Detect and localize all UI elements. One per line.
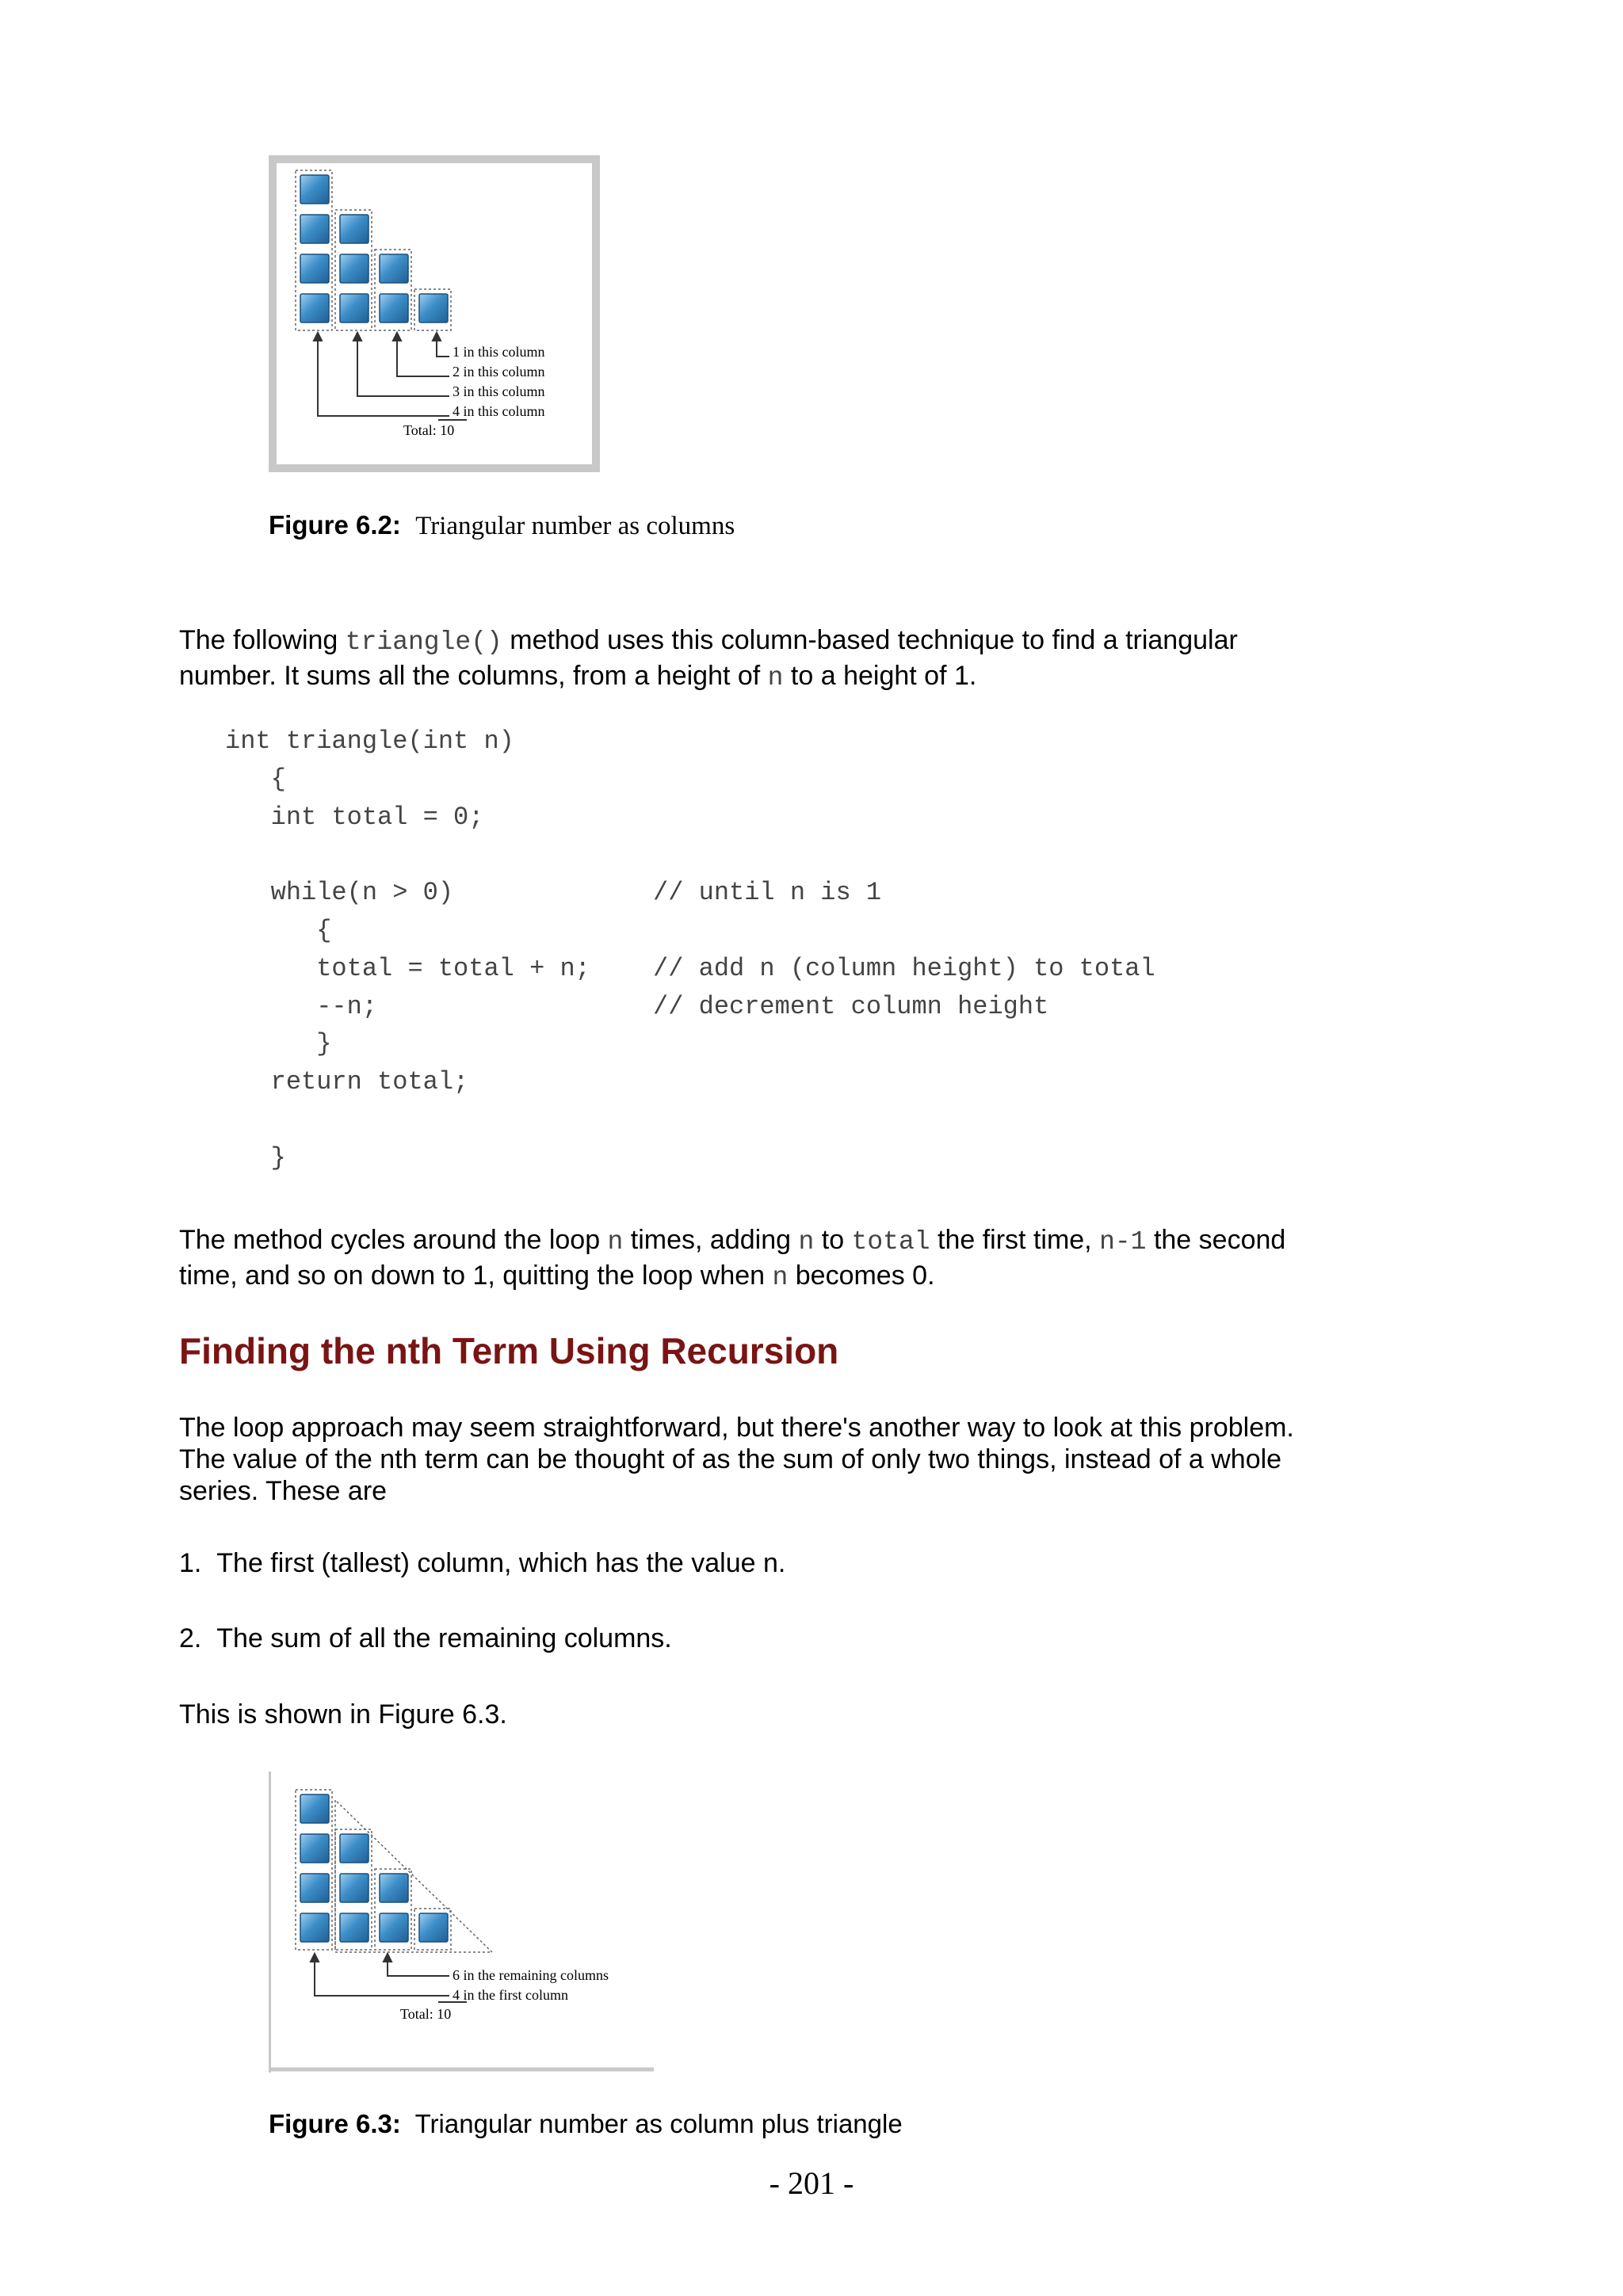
- caption-number: Figure 6.2:: [269, 510, 401, 540]
- code-line: [225, 803, 483, 832]
- paragraph-intro: [179, 624, 1304, 695]
- code-comment: // add n (column height) to total: [653, 953, 1155, 983]
- figure-6-3-label: 6 in the remaining columns: [453, 1967, 609, 1983]
- code-line: [225, 991, 1049, 1021]
- text: to: [814, 1225, 852, 1255]
- text: the first time,: [930, 1225, 1100, 1255]
- text: the second time, and so on down to 1, quitting the loop when: [179, 1225, 1286, 1291]
- figure-6-3-block: [340, 1834, 369, 1863]
- list-number: 2.: [179, 1623, 202, 1653]
- list-text: The sum of all the remaining columns.: [216, 1623, 672, 1653]
- figure-6-2-diagram: [269, 155, 600, 472]
- code-line: [225, 878, 882, 908]
- code-text: }: [225, 1029, 332, 1059]
- figure-6-2-block: [340, 215, 369, 243]
- figure-6-3-block: [340, 1874, 369, 1902]
- code-text: --n;: [225, 991, 378, 1021]
- code-text: }: [225, 1142, 286, 1173]
- code-text: int triangle(int n): [225, 727, 514, 756]
- figure-6-3: [269, 1772, 654, 2073]
- figure-6-2-block: [300, 175, 329, 204]
- code-line: [225, 953, 1155, 983]
- text: The method cycles around the loop: [179, 1225, 608, 1255]
- figure-6-3-caption: [269, 2109, 903, 2139]
- figure-6-2-label: 2 in this column: [453, 364, 545, 379]
- figure-6-2-block: [340, 254, 369, 283]
- caption-number: Figure 6.3:: [269, 2109, 401, 2138]
- figure-6-2-block: [419, 294, 448, 322]
- code-line: [225, 1029, 331, 1058]
- inline-code: n: [767, 663, 784, 692]
- figure-6-2-block: [380, 294, 408, 322]
- code-text: return total;: [225, 1067, 469, 1097]
- caption-text: Triangular number as column plus triangle: [414, 2109, 903, 2138]
- caption-text: Triangular number as columns: [415, 512, 735, 540]
- figure-6-2-block: [300, 294, 329, 322]
- text: The following: [179, 625, 346, 655]
- code-comment: // decrement column height: [653, 991, 1049, 1021]
- figure-6-2-label: 1 in this column: [453, 344, 545, 360]
- inline-code: n: [607, 1227, 624, 1257]
- section-heading: Finding the nth Term Using Recursion: [179, 1330, 839, 1371]
- code-line: [225, 1143, 286, 1173]
- figure-6-3-total: Total: 10: [400, 2006, 452, 2022]
- figure-6-3-block: [300, 1913, 329, 1942]
- figure-6-3-block: [380, 1874, 408, 1902]
- inline-code: triangle(): [345, 627, 502, 657]
- figure-6-3-block: [300, 1834, 329, 1863]
- list-number: 1.: [179, 1548, 202, 1578]
- figure-6-2: [269, 155, 600, 472]
- list-item: [179, 1622, 1304, 1655]
- paragraph-figure-ref: This is shown in Figure 6.3.: [179, 1699, 507, 1730]
- figure-6-2-block: [380, 254, 408, 283]
- figure-6-2-block: [300, 254, 329, 283]
- figure-6-3-block: [419, 1913, 448, 1942]
- code-line: [225, 765, 286, 794]
- code-line: [225, 1067, 468, 1097]
- figure-6-3-block: [380, 1913, 408, 1942]
- figure-6-3-block: [300, 1874, 329, 1902]
- figure-6-2-total: Total: 10: [403, 422, 455, 438]
- code-line: [225, 727, 514, 756]
- figure-6-3-diagram: [269, 1772, 654, 2073]
- code-text: {: [225, 764, 286, 794]
- figure-6-3-label: 4 in the first column: [453, 1987, 568, 2003]
- code-text: {: [225, 916, 332, 945]
- code-line: [225, 916, 331, 945]
- figure-6-2-block: [300, 215, 329, 243]
- list-text: The first (tallest) column, which has the value n.: [216, 1548, 786, 1578]
- text: becomes 0.: [788, 1261, 935, 1291]
- page-number: - 201 -: [769, 2165, 854, 2201]
- code-text: total = total + n;: [225, 953, 590, 983]
- figure-6-2-label: 4 in this column: [453, 403, 545, 419]
- figure-6-3-block: [340, 1913, 369, 1942]
- inline-code: n: [772, 1263, 789, 1292]
- code-text: while(n > 0): [225, 878, 454, 908]
- figure-6-2-caption: [269, 510, 735, 541]
- list-item: [179, 1547, 1304, 1580]
- figure-6-2-block: [340, 294, 369, 322]
- text: times, adding: [623, 1225, 799, 1255]
- text: to a height of 1.: [783, 661, 977, 691]
- code-comment: // until n is 1: [653, 878, 882, 908]
- inline-code: n-1: [1099, 1227, 1147, 1257]
- figure-6-3-block: [300, 1794, 329, 1823]
- text: method uses this column-based technique to find a triangular number. It sums all the columns, from a height of: [179, 625, 1238, 691]
- figure-6-2-label: 3 in this column: [453, 383, 545, 399]
- paragraph-recursion-intro: The loop approach may seem straightforward, but there's another way to look at this problem. The value of the nth term can be thought of as the sum of only two things, instead of a whole series. These are: [179, 1413, 1294, 1506]
- code-text: int total = 0;: [225, 802, 484, 832]
- inline-code: total: [851, 1227, 930, 1257]
- inline-code: n: [798, 1227, 815, 1257]
- paragraph-loop-description: [179, 1223, 1304, 1295]
